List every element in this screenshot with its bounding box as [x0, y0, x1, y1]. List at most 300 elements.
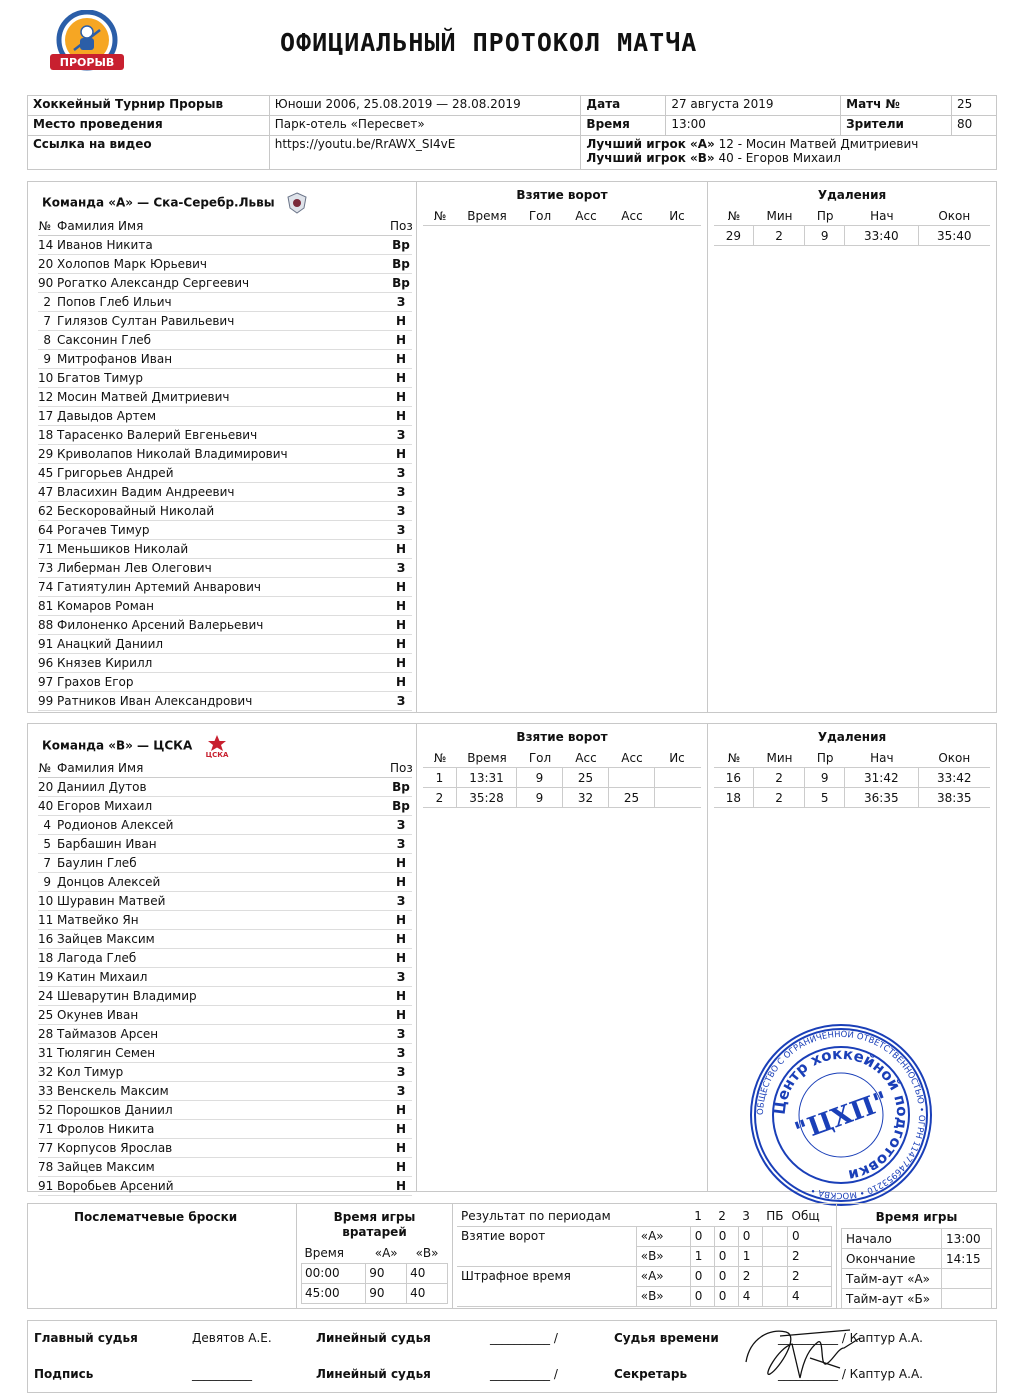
- player-number: 88: [38, 618, 54, 632]
- goal-cell-time: 35:28: [457, 788, 517, 807]
- gametime-value: [942, 1269, 992, 1289]
- player-position: З: [396, 894, 406, 908]
- player-position: Вр: [392, 799, 410, 813]
- penalty-row: [714, 768, 990, 788]
- player-position: З: [396, 837, 406, 851]
- penalty-col-header: Мин: [766, 750, 793, 765]
- player-name: Рогачев Тимур: [57, 523, 150, 537]
- player-position: Н: [395, 1179, 407, 1193]
- tournament-logo: [44, 10, 130, 76]
- team-a-roster: [38, 217, 412, 711]
- period-col-header: 2: [714, 1206, 738, 1226]
- player-number: 8: [43, 333, 51, 347]
- player-row: [38, 892, 412, 911]
- player-position: Н: [395, 1103, 407, 1117]
- player-name: Саксонин Глеб: [57, 333, 151, 347]
- player-position: Н: [395, 542, 407, 556]
- period-col-header: Общ: [788, 1206, 832, 1226]
- player-number: 97: [38, 675, 54, 689]
- goals-col-header: Ис: [669, 750, 685, 765]
- player-name: Грахов Егор: [57, 675, 134, 689]
- goal-cell-goal: 9: [517, 768, 563, 787]
- player-position: Н: [395, 875, 407, 889]
- player-row: [38, 350, 412, 369]
- gametime-grid: [841, 1228, 992, 1309]
- player-number: 28: [38, 1027, 54, 1041]
- player-name: Даниил Дутов: [57, 780, 147, 794]
- player-row: [38, 255, 412, 274]
- goals-col-header: Гол: [528, 208, 552, 223]
- player-row: [38, 483, 412, 502]
- penalty-col-header: Пр: [816, 208, 834, 223]
- player-position: Н: [395, 932, 407, 946]
- player-name: Воробьев Арсений: [57, 1179, 174, 1193]
- player-row: [38, 911, 412, 930]
- penalty-col-header: Нач: [870, 750, 894, 765]
- player-row: [38, 426, 412, 445]
- player-name: Окунев Иван: [57, 1008, 139, 1022]
- best-b-value: 40 - Егоров Михаил: [718, 151, 841, 165]
- player-position: Вр: [392, 238, 410, 252]
- player-position: Н: [395, 352, 407, 366]
- player-position: Н: [395, 409, 407, 423]
- match-info-table: [27, 95, 997, 170]
- penalty-cell-start: 33:40: [845, 226, 918, 245]
- roster-header: [38, 759, 412, 778]
- player-row: [38, 1006, 412, 1025]
- penalty-cell-end: 33:42: [936, 770, 972, 785]
- pos-header: Поз: [390, 761, 413, 775]
- goal-cell-is: [655, 788, 699, 807]
- num-header: №: [38, 761, 51, 775]
- team-a-penalties-table: [714, 206, 990, 246]
- player-row: [38, 369, 412, 388]
- goals-col-header: Ис: [669, 208, 685, 223]
- player-name: Баулин Глеб: [57, 856, 137, 870]
- gk-col-header: «В»: [407, 1244, 448, 1263]
- player-name: Митрофанов Иван: [57, 352, 173, 366]
- player-row: [38, 816, 412, 835]
- player-position: Н: [395, 1141, 407, 1155]
- player-name: Родионов Алексей: [57, 818, 174, 832]
- player-name: Лагода Глеб: [57, 951, 137, 965]
- goal-cell-goal: 9: [517, 788, 563, 807]
- goal-row: [423, 788, 701, 808]
- player-number: 18: [38, 428, 54, 442]
- player-number: 74: [38, 580, 54, 594]
- stamp-center-text: "ЦХП": [791, 1086, 893, 1148]
- player-name: Барбашин Иван: [57, 837, 157, 851]
- player-row: [38, 1101, 412, 1120]
- spectators-value: 80: [952, 116, 997, 136]
- player-name: Холопов Марк Юрьевич: [57, 257, 208, 271]
- player-number: 17: [38, 409, 54, 423]
- player-number: 31: [38, 1046, 54, 1060]
- team-a-goals-table: [423, 206, 701, 226]
- team-a-penalties-column: [707, 182, 996, 712]
- period-value: [762, 1226, 787, 1246]
- gk-title: Время игры вратарей: [333, 1210, 416, 1239]
- penalty-cell-pr: 9: [805, 226, 845, 245]
- period-value: [762, 1266, 787, 1286]
- penalty-cell-end: 35:40: [936, 228, 972, 243]
- gk-cell: 40: [407, 1283, 448, 1303]
- period-value: 0: [714, 1286, 738, 1306]
- player-position: Н: [395, 856, 407, 870]
- player-number: 71: [38, 1122, 54, 1136]
- penalty-row: [714, 226, 990, 246]
- player-name: Рогатко Александр Сергеевич: [57, 276, 250, 290]
- team-a-penalties-title: Удаления: [817, 188, 887, 202]
- player-name: Порошков Даниил: [57, 1103, 173, 1117]
- player-row: [38, 778, 412, 797]
- time-judge-value: __________ / Каптур А.А.: [778, 1331, 923, 1345]
- gk-cell: 90: [366, 1263, 407, 1283]
- player-number: 4: [43, 818, 51, 832]
- player-row: [38, 1044, 412, 1063]
- period-value: 0: [714, 1246, 738, 1266]
- player-number: 52: [38, 1103, 54, 1117]
- player-number: 71: [38, 542, 54, 556]
- penalty-cell-start: 36:35: [845, 788, 918, 807]
- player-name: Гатиятулин Артемий Анварович: [57, 580, 261, 594]
- player-position: Н: [395, 656, 407, 670]
- player-name: Шеварутин Владимир: [57, 989, 197, 1003]
- venue-value: Парк-отель «Пересвет»: [269, 116, 581, 136]
- period-value: 1: [738, 1246, 762, 1266]
- period-team-label: «В»: [636, 1246, 690, 1266]
- penalty-col-header: Нач: [870, 208, 894, 223]
- player-row: [38, 274, 412, 293]
- secretary-value: __________ / Каптур А.А.: [778, 1367, 923, 1381]
- player-name: Бескоровайный Николай: [57, 504, 215, 518]
- player-name: Меньшиков Николай: [57, 542, 189, 556]
- goal-cell-is: [655, 768, 699, 787]
- player-name: Тарасенко Валерий Евгеньевич: [57, 428, 258, 442]
- player-row: [38, 312, 412, 331]
- tournament-label: Хоккейный Турнир Прорыв: [28, 96, 270, 116]
- player-number: 7: [43, 856, 51, 870]
- period-value: 0: [788, 1226, 832, 1246]
- gametime-row: [842, 1289, 992, 1309]
- player-number: 18: [38, 951, 54, 965]
- goalie-time-block: [296, 1204, 452, 1308]
- goal-cell-n: 1: [423, 768, 457, 787]
- penalty-cell-n: 18: [714, 788, 754, 807]
- player-name: Венскель Максим: [57, 1084, 169, 1098]
- player-position: Н: [395, 599, 407, 613]
- player-number: 73: [38, 561, 54, 575]
- penalty-col-header: Пр: [816, 750, 834, 765]
- roster-header: [38, 217, 412, 236]
- gametime-label: Окончание: [842, 1249, 942, 1269]
- player-position: З: [396, 1027, 406, 1041]
- player-position: Н: [395, 637, 407, 651]
- gk-cell: 90: [366, 1283, 407, 1303]
- goals-col-header: Время: [467, 750, 507, 765]
- player-name: Таймазов Арсен: [57, 1027, 159, 1041]
- gk-row: [302, 1263, 448, 1283]
- best-players-cell: [581, 136, 997, 170]
- player-row: [38, 502, 412, 521]
- team-a-logo-icon: [287, 192, 307, 214]
- period-col-header: 3: [738, 1206, 762, 1226]
- player-number: 25: [38, 1008, 54, 1022]
- penalty-cell-n: 29: [714, 226, 754, 245]
- player-name: Мосин Матвей Дмитриевич: [57, 390, 230, 404]
- goals-col-header: Асс: [575, 750, 597, 765]
- player-number: 9: [43, 875, 51, 889]
- player-number: 10: [38, 894, 54, 908]
- player-number: 16: [38, 932, 54, 946]
- player-position: Н: [395, 333, 407, 347]
- player-row: [38, 1158, 412, 1177]
- penalty-cell-pr: 9: [805, 768, 845, 787]
- penalty-header-row: [714, 206, 990, 226]
- page-title: ОФИЦИАЛЬНЫЙ ПРОТОКОЛ МАТЧА: [280, 28, 698, 57]
- player-number: 5: [43, 837, 51, 851]
- player-number: 47: [38, 485, 54, 499]
- player-number: 91: [38, 637, 54, 651]
- player-number: 32: [38, 1065, 54, 1079]
- name-header: Фамилия Имя: [57, 219, 144, 233]
- period-col-header: ПБ: [762, 1206, 787, 1226]
- player-name: Катин Михаил: [57, 970, 148, 984]
- player-name: Князев Кирилл: [57, 656, 153, 670]
- penalty-cell-n: 16: [714, 768, 754, 787]
- period-value: 2: [788, 1246, 832, 1266]
- goals-col-header: Асс: [621, 208, 643, 223]
- gk-cell: 45:00: [302, 1283, 366, 1303]
- num-header: №: [38, 219, 51, 233]
- gametime-label: Тайм-аут «А»: [842, 1269, 942, 1289]
- player-row: [38, 540, 412, 559]
- period-value: 0: [714, 1266, 738, 1286]
- player-name: Егоров Михаил: [57, 799, 153, 813]
- player-row: [38, 873, 412, 892]
- player-position: Н: [395, 1008, 407, 1022]
- player-row: [38, 635, 412, 654]
- logo-text: ПРОРЫВ: [59, 56, 115, 69]
- spectators-label: Зрители: [841, 116, 952, 136]
- player-number: 12: [38, 390, 54, 404]
- period-value: 0: [714, 1226, 738, 1246]
- period-grid: [457, 1206, 832, 1307]
- player-position: Н: [395, 989, 407, 1003]
- gametime-value: [942, 1289, 992, 1309]
- gametime-row: [842, 1269, 992, 1289]
- period-results-block: [452, 1204, 836, 1308]
- player-row: [38, 236, 412, 255]
- player-position: З: [396, 561, 406, 575]
- player-number: 14: [38, 238, 54, 252]
- player-position: Н: [395, 580, 407, 594]
- team-a-goals-title: Взятие ворот: [516, 188, 608, 202]
- player-row: [38, 835, 412, 854]
- goal-cell-a1: 25: [563, 768, 609, 787]
- player-number: 7: [43, 314, 51, 328]
- player-row: [38, 968, 412, 987]
- gk-grid: [301, 1244, 448, 1304]
- penalty-cell-min: 2: [754, 788, 806, 807]
- main-ref-value: Девятов А.Е.: [192, 1331, 272, 1345]
- player-number: 20: [38, 257, 54, 271]
- player-number: 91: [38, 1179, 54, 1193]
- player-number: 62: [38, 504, 54, 518]
- goals-col-header: №: [433, 208, 447, 223]
- player-row: [38, 445, 412, 464]
- player-position: Н: [395, 951, 407, 965]
- player-position: З: [396, 504, 406, 518]
- player-number: 64: [38, 523, 54, 537]
- player-position: Н: [395, 1122, 407, 1136]
- summary-panel: [27, 1203, 997, 1309]
- player-position: З: [396, 428, 406, 442]
- best-a-value: 12 - Мосин Матвей Дмитриевич: [718, 137, 919, 151]
- penalty-row: [714, 788, 990, 808]
- team-a-title: [42, 192, 307, 214]
- team-b-penalties-table: [714, 748, 990, 808]
- goal-cell-a2: 25: [609, 788, 655, 807]
- player-position: Вр: [392, 780, 410, 794]
- tournament-value: Юноши 2006, 25.08.2019 — 28.08.2019: [269, 96, 581, 116]
- player-position: Вр: [392, 257, 410, 271]
- player-number: 40: [38, 799, 54, 813]
- player-position: Н: [395, 390, 407, 404]
- gk-cell: 00:00: [302, 1263, 366, 1283]
- player-number: 78: [38, 1160, 54, 1174]
- player-name: Зайцев Максим: [57, 932, 155, 946]
- player-row: [38, 407, 412, 426]
- period-value: 4: [788, 1286, 832, 1306]
- player-row: [38, 1139, 412, 1158]
- player-position: Вр: [392, 276, 410, 290]
- player-number: 24: [38, 989, 54, 1003]
- player-number: 99: [38, 694, 54, 708]
- video-link[interactable]: https://youtu.be/RrAWX_SI4vE: [269, 136, 581, 170]
- best-a-label: Лучший игрок «А»: [586, 137, 715, 151]
- shootout-title: Послематчевые броски: [74, 1210, 238, 1224]
- period-value: 0: [738, 1226, 762, 1246]
- player-position: З: [396, 295, 406, 309]
- player-position: З: [396, 485, 406, 499]
- team-a-goals-column: [416, 182, 707, 712]
- date-value: 27 августа 2019: [666, 96, 841, 116]
- team-b-penalties-title: Удаления: [817, 730, 887, 744]
- player-row: [38, 597, 412, 616]
- line-ref2-label: Линейный судья: [316, 1367, 431, 1381]
- player-number: 20: [38, 780, 54, 794]
- period-value: 4: [738, 1286, 762, 1306]
- name-header: Фамилия Имя: [57, 761, 144, 775]
- player-name: Григорьев Андрей: [57, 466, 174, 480]
- penalty-header-row: [714, 748, 990, 768]
- player-name: Бгатов Тимур: [57, 371, 144, 385]
- player-row: [38, 949, 412, 968]
- period-value: 2: [788, 1266, 832, 1286]
- line-ref2-value: __________ /: [490, 1367, 558, 1381]
- team-b-goals-column: [416, 724, 707, 1191]
- player-row: [38, 987, 412, 1006]
- player-row: [38, 1063, 412, 1082]
- player-position: З: [396, 970, 406, 984]
- player-name: Криволапов Николай Владимирович: [57, 447, 288, 461]
- player-name: Либерман Лев Олегович: [57, 561, 212, 575]
- player-name: Комаров Роман: [57, 599, 154, 613]
- date-label: Дата: [581, 96, 666, 116]
- time-label: Время: [581, 116, 666, 136]
- player-row: [38, 654, 412, 673]
- period-table: [457, 1206, 832, 1307]
- team-b-roster: [38, 759, 412, 1196]
- player-name: Гилязов Султан Равильевич: [57, 314, 235, 328]
- team-b-logo-text: ЦСКА: [206, 751, 229, 758]
- period-value: 0: [690, 1266, 714, 1286]
- penalty-cell-start: 31:42: [845, 768, 918, 787]
- player-number: 2: [43, 295, 51, 309]
- goals-col-header: Время: [467, 208, 507, 223]
- gametime-row: [842, 1229, 992, 1249]
- player-name: Филоненко Арсений Валерьевич: [57, 618, 264, 632]
- official-stamp: [748, 1022, 934, 1208]
- penalty-cell-min: 2: [754, 226, 806, 245]
- player-name: Давыдов Артем: [57, 409, 157, 423]
- player-position: Н: [395, 314, 407, 328]
- player-row: [38, 1177, 412, 1196]
- player-name: Донцов Алексей: [57, 875, 161, 889]
- gk-col-header: Время: [302, 1244, 366, 1263]
- player-row: [38, 464, 412, 483]
- period-value: [762, 1246, 787, 1266]
- team-a-title-text: Команда «А» — Ска-Серебр.Львы: [42, 195, 275, 210]
- gametime-title: Время игры: [875, 1210, 958, 1224]
- penalty-col-header: Окон: [938, 750, 971, 765]
- team-b-roster-column: [28, 724, 416, 1191]
- player-number: 29: [38, 447, 54, 461]
- sign-label: Подпись: [34, 1367, 94, 1381]
- goals-col-header: №: [433, 750, 447, 765]
- goals-header-row: [423, 206, 701, 226]
- player-name: Фролов Никита: [57, 1122, 155, 1136]
- player-number: 11: [38, 913, 54, 927]
- period-col-header: 1: [690, 1206, 714, 1226]
- gametime-value: 13:00: [942, 1229, 992, 1249]
- period-value: 0: [690, 1226, 714, 1246]
- periods-title: Результат по периодам: [457, 1206, 690, 1226]
- player-name: Шуравин Матвей: [57, 894, 166, 908]
- player-position: З: [396, 1046, 406, 1060]
- goals-header-row: [423, 748, 701, 768]
- player-number: 9: [43, 352, 51, 366]
- goal-cell-a1: 32: [563, 788, 609, 807]
- player-name: Попов Глеб Ильич: [57, 295, 172, 309]
- player-number: 10: [38, 371, 54, 385]
- stamp-outer-text: ОБЩЕСТВО С ОГРАНИЧЕННОЙ ОТВЕТСТВЕННОСТЬЮ • ОГРН 1147746953210 • МОСКВА •: [755, 1029, 927, 1201]
- player-row: [38, 930, 412, 949]
- goal-cell-time: 13:31: [457, 768, 517, 787]
- player-row: [38, 578, 412, 597]
- sign-value: __________: [192, 1367, 252, 1381]
- player-name: Кол Тимур: [57, 1065, 124, 1079]
- secretary-label: Секретарь: [614, 1367, 688, 1381]
- video-label: Ссылка на видео: [28, 136, 270, 170]
- player-number: 77: [38, 1141, 54, 1155]
- player-row: [38, 673, 412, 692]
- team-b-goals-table: [423, 748, 701, 808]
- player-number: 81: [38, 599, 54, 613]
- period-row: [457, 1226, 832, 1246]
- period-value: [762, 1286, 787, 1306]
